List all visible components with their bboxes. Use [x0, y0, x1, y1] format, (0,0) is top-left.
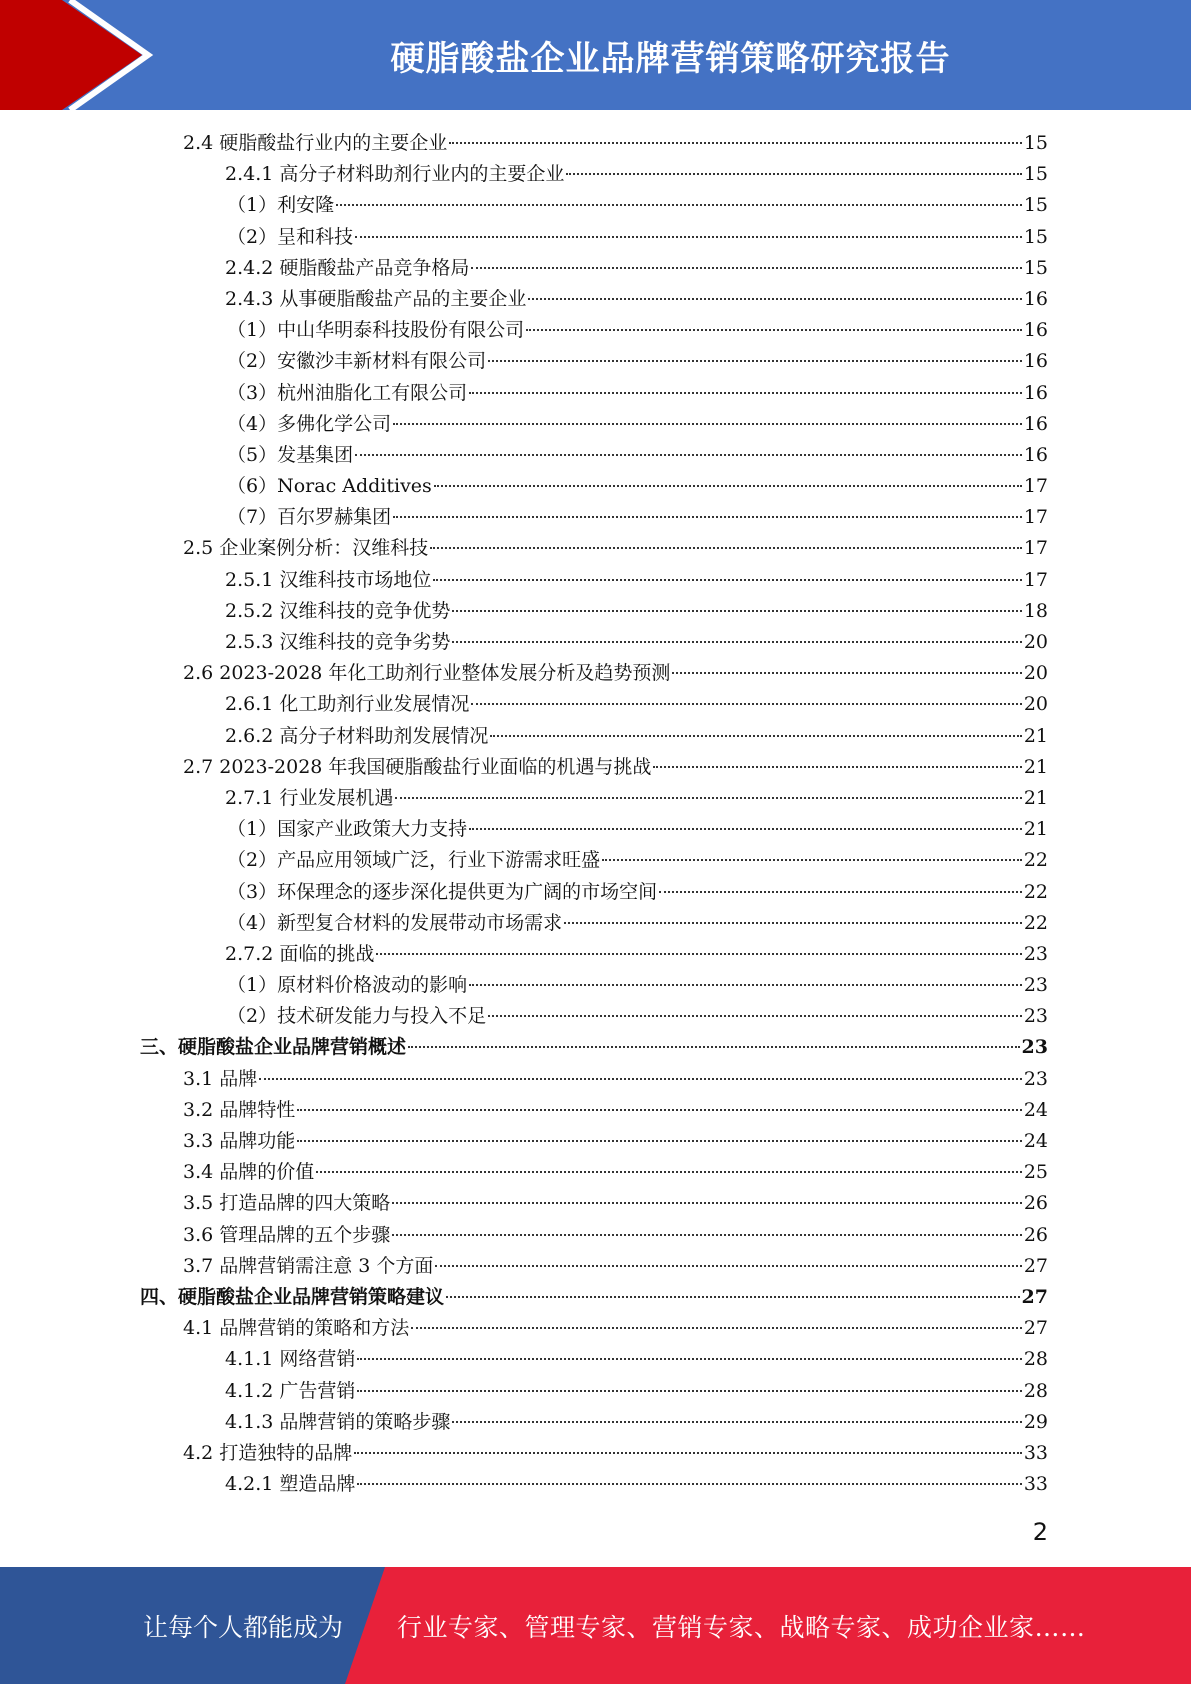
toc-entry-page: 28: [1023, 1379, 1048, 1402]
toc-entry-page: 27: [1023, 1254, 1048, 1277]
toc-entry-page: 23: [1023, 1005, 1048, 1028]
toc-entry[interactable]: [140, 627, 1048, 658]
toc-entry-label: （3）杭州油脂化工有限公司: [227, 381, 468, 404]
toc-entry[interactable]: [140, 471, 1048, 502]
toc-entry-page: 20: [1023, 693, 1048, 716]
toc-dot-leader: [259, 1078, 1022, 1080]
toc-entry-label: 3.1 品牌: [183, 1067, 258, 1090]
toc-entry[interactable]: [140, 1001, 1048, 1032]
toc-dot-leader: [336, 204, 1022, 206]
toc-dot-leader: [357, 1390, 1021, 1392]
toc-entry[interactable]: [140, 1469, 1048, 1500]
toc-entry[interactable]: [140, 533, 1048, 564]
toc-entry[interactable]: [140, 253, 1048, 284]
toc-entry-page: 21: [1023, 786, 1048, 809]
toc-entry-label: 2.4 硬脂酸盐行业内的主要企业: [183, 132, 448, 154]
toc-entry[interactable]: [140, 1438, 1048, 1469]
page-footer: [0, 1567, 1191, 1684]
toc-entry-page: 17: [1023, 475, 1048, 498]
toc-dot-leader: [446, 1296, 1020, 1298]
toc-dot-leader: [469, 828, 1022, 830]
toc-entry[interactable]: [140, 1095, 1048, 1126]
toc-dot-leader: [452, 610, 1021, 612]
toc-entry[interactable]: [140, 1064, 1048, 1095]
toc-entry-page: 16: [1023, 381, 1048, 404]
toc-entry-label: 2.5.2 汉维科技的竞争优势: [225, 599, 451, 622]
toc-entry-page: 33: [1023, 1473, 1048, 1496]
toc-dot-leader: [488, 1015, 1022, 1017]
toc-entry-label: （4）新型复合材料的发展带动市场需求: [227, 911, 563, 934]
toc-dot-leader: [526, 329, 1022, 331]
toc-entry[interactable]: [140, 908, 1048, 939]
toc-entry-label: 2.7.2 面临的挑战: [225, 942, 375, 965]
toc-entry[interactable]: [140, 783, 1048, 814]
toc-dot-leader: [355, 454, 1022, 456]
toc-entry-page: 15: [1023, 132, 1048, 154]
toc-dot-leader: [490, 735, 1021, 737]
toc-entry-page: 20: [1023, 662, 1048, 685]
toc-dot-leader: [435, 1265, 1021, 1267]
toc-entry-label: （2）安徽沙丰新材料有限公司: [227, 350, 487, 373]
toc-entry[interactable]: [140, 284, 1048, 315]
toc-entry-page: 23: [1021, 1036, 1048, 1059]
toc-entry-label: （1）利安隆: [227, 194, 335, 217]
toc-entry[interactable]: [140, 814, 1048, 845]
toc-entry-page: 15: [1023, 256, 1048, 279]
toc-entry-label: 4.1.1 网络营销: [225, 1348, 356, 1371]
toc-entry-label: （4）多佛化学公司: [227, 412, 392, 435]
toc-entry-label: 3.3 品牌功能: [183, 1130, 296, 1152]
toc-entry-page: 26: [1023, 1192, 1048, 1215]
toc-entry-label: 三、硬脂酸盐企业品牌营销概述: [140, 1036, 407, 1059]
toc-entry-label: 2.4.1 高分子材料助剂行业内的主要企业: [225, 163, 565, 186]
toc-entry-label: （3）环保理念的逐步深化提供更为广阔的市场空间: [227, 880, 658, 903]
toc-entry-page: 22: [1023, 849, 1048, 872]
toc-dot-leader: [408, 1046, 1020, 1048]
toc-entry-label: 2.7.1 行业发展机遇: [225, 786, 394, 809]
toc-dot-leader: [469, 392, 1022, 394]
toc-entry-page: 16: [1023, 287, 1048, 310]
toc-entry-label: （1）国家产业政策大力支持: [227, 818, 468, 841]
toc-entry-label: 3.6 管理品牌的五个步骤: [183, 1223, 391, 1246]
toc-dot-leader: [357, 1358, 1021, 1360]
toc-entry[interactable]: [140, 1251, 1048, 1282]
toc-entry-page: 26: [1023, 1223, 1048, 1246]
toc-entry-page: 16: [1023, 350, 1048, 373]
toc-dot-leader: [392, 1202, 1022, 1204]
toc-entry-page: 25: [1023, 1161, 1048, 1184]
toc-dot-leader: [354, 1452, 1022, 1454]
toc-entry-label: 2.4.3 从事硬脂酸盐产品的主要企业: [225, 287, 527, 310]
toc-entry[interactable]: [140, 1313, 1048, 1344]
toc-entry-page: 15: [1023, 163, 1048, 186]
toc-entry-page: 16: [1023, 412, 1048, 435]
toc-entry-page: 17: [1023, 537, 1048, 560]
toc-dot-leader: [392, 1234, 1022, 1236]
toc-dot-leader: [488, 360, 1022, 362]
toc-entry[interactable]: [140, 1126, 1048, 1157]
toc-entry[interactable]: [140, 721, 1048, 752]
toc-entry-page: 29: [1023, 1410, 1048, 1433]
toc-entry[interactable]: [140, 190, 1048, 221]
toc-dot-leader: [297, 1109, 1022, 1111]
toc-entry-page: 33: [1023, 1441, 1048, 1464]
toc-entry[interactable]: [140, 346, 1048, 377]
toc-dot-leader: [602, 859, 1022, 861]
toc-entry[interactable]: [140, 440, 1048, 471]
toc-entry[interactable]: [140, 565, 1048, 596]
toc-entry-label: 3.4 品牌的价值: [183, 1161, 315, 1184]
toc-entry-label: 3.2 品牌特性: [183, 1098, 296, 1121]
page-header: [0, 0, 1191, 110]
footer-slogan-right: 行业专家、管理专家、营销专家、战略专家、成功企业家……: [397, 1612, 1086, 1642]
toc-entry[interactable]: [140, 1032, 1048, 1063]
toc-dot-leader: [355, 236, 1022, 238]
toc-dot-leader: [471, 703, 1021, 705]
toc-entry[interactable]: [140, 409, 1048, 440]
red-arrow-icon: [0, 0, 160, 110]
toc-entry-label: （1）中山华明泰科技股份有限公司: [227, 319, 525, 342]
toc-dot-leader: [297, 1140, 1022, 1142]
toc-entry-label: 3.5 打造品牌的四大策略: [183, 1192, 391, 1215]
toc-entry[interactable]: [140, 658, 1048, 689]
toc-entry-page: 21: [1023, 755, 1048, 778]
toc-entry-page: 23: [1023, 974, 1048, 997]
toc-entry[interactable]: [140, 1344, 1048, 1375]
toc-entry[interactable]: [140, 128, 1048, 159]
toc-dot-leader: [434, 485, 1022, 487]
toc-entry[interactable]: [140, 222, 1048, 253]
toc-entry-label: 4.1 品牌营销的策略和方法: [183, 1317, 410, 1340]
toc-entry-label: 2.7 2023-2028 年我国硬脂酸盐行业面临的机遇与挑战: [183, 755, 652, 778]
toc-entry-label: 4.2 打造独特的品牌: [183, 1441, 353, 1464]
toc-dot-leader: [433, 579, 1021, 581]
toc-entry[interactable]: [140, 1220, 1048, 1251]
toc-entry-page: 22: [1023, 880, 1048, 903]
toc-entry-label: （7）百尔罗赫集团: [227, 506, 392, 529]
toc-entry-page: 18: [1023, 599, 1048, 622]
toc-dot-leader: [566, 173, 1021, 175]
toc-dot-leader: [430, 547, 1022, 549]
toc-entry[interactable]: [140, 1376, 1048, 1407]
toc-dot-leader: [316, 1171, 1022, 1173]
toc-entry-label: 2.5.1 汉维科技市场地位: [225, 568, 432, 591]
toc-entry-page: 20: [1023, 631, 1048, 653]
toc-entry-page: 17: [1023, 568, 1048, 591]
toc-dot-leader: [653, 766, 1021, 768]
toc-entry-page: 28: [1023, 1348, 1048, 1371]
toc-entry-label: 4.2.1 塑造品牌: [225, 1473, 356, 1496]
toc-entry-page: 21: [1023, 724, 1048, 747]
toc-entry-page: 15: [1023, 225, 1048, 248]
toc-entry-label: 2.5 企业案例分析：汉维科技: [183, 537, 429, 560]
toc-dot-leader: [395, 797, 1021, 799]
toc-entry[interactable]: [140, 315, 1048, 346]
toc-entry[interactable]: [140, 502, 1048, 533]
toc-entry-label: （5）发基集团: [227, 443, 354, 466]
toc-entry-label: （2）呈和科技: [227, 225, 354, 248]
toc-entry-page: 22: [1023, 911, 1048, 934]
toc-dot-leader: [659, 891, 1022, 893]
toc-dot-leader: [452, 1421, 1021, 1423]
toc-entry[interactable]: [140, 752, 1048, 783]
table-of-contents: [140, 128, 1048, 1500]
toc-entry[interactable]: [140, 877, 1048, 908]
toc-entry-label: （6）Norac Additives: [227, 475, 432, 498]
toc-entry-page: 23: [1023, 1067, 1048, 1090]
toc-dot-leader: [376, 953, 1021, 955]
toc-entry-page: 21: [1023, 818, 1048, 841]
toc-entry-label: （2）产品应用领域广泛，行业下游需求旺盛: [227, 849, 601, 872]
toc-entry-label: 2.6 2023-2028 年化工助剂行业整体发展分析及趋势预测: [183, 662, 671, 685]
toc-dot-leader: [357, 1483, 1021, 1485]
toc-entry-label: 4.1.2 广告营销: [225, 1379, 356, 1402]
toc-entry-label: （2）技术研发能力与投入不足: [227, 1005, 487, 1028]
toc-entry-label: 2.6.1 化工助剂行业发展情况: [225, 693, 470, 716]
toc-dot-leader: [449, 142, 1022, 144]
toc-entry-label: 2.6.2 高分子材料助剂发展情况: [225, 724, 489, 747]
toc-entry[interactable]: [140, 689, 1048, 720]
toc-dot-leader: [452, 641, 1021, 643]
toc-dot-leader: [564, 922, 1022, 924]
toc-entry-page: 17: [1023, 506, 1048, 529]
toc-entry[interactable]: [140, 939, 1048, 970]
toc-entry[interactable]: [140, 1282, 1048, 1313]
toc-dot-leader: [672, 672, 1021, 674]
toc-dot-leader: [393, 423, 1022, 425]
toc-entry-label: 2.4.2 硬脂酸盐产品竞争格局: [225, 256, 470, 279]
toc-entry[interactable]: [140, 378, 1048, 409]
toc-entry-label: 3.7 品牌营销需注意 3 个方面: [183, 1254, 434, 1277]
toc-entry-page: 27: [1021, 1285, 1048, 1308]
toc-entry-page: 24: [1023, 1098, 1048, 1121]
toc-dot-leader: [528, 298, 1021, 300]
toc-entry-page: 15: [1023, 194, 1048, 217]
toc-entry-label: 2.5.3 汉维科技的竞争劣势: [225, 631, 451, 653]
toc-entry-page: 23: [1023, 942, 1048, 965]
toc-entry[interactable]: [140, 1157, 1048, 1188]
footer-slogan-left: 让每个人都能成为: [143, 1612, 344, 1642]
toc-entry[interactable]: [140, 596, 1048, 627]
toc-entry[interactable]: [140, 970, 1048, 1001]
toc-dot-leader: [469, 984, 1022, 986]
page-number: 2: [1032, 1518, 1048, 1546]
toc-dot-leader: [411, 1327, 1022, 1329]
report-title: 硬脂酸盐企业品牌营销策略研究报告: [390, 38, 951, 79]
toc-entry-page: 16: [1023, 443, 1048, 466]
toc-entry[interactable]: [140, 845, 1048, 876]
toc-entry-page: 16: [1023, 319, 1048, 342]
toc-entry[interactable]: [140, 1188, 1048, 1219]
toc-entry[interactable]: [140, 1407, 1048, 1438]
toc-dot-leader: [471, 267, 1021, 269]
toc-dot-leader: [393, 516, 1022, 518]
toc-entry[interactable]: [140, 159, 1048, 190]
toc-entry-page: 24: [1023, 1130, 1048, 1152]
toc-entry-label: 四、硬脂酸盐企业品牌营销策略建议: [140, 1285, 445, 1308]
toc-entry-label: 4.1.3 品牌营销的策略步骤: [225, 1410, 451, 1433]
toc-entry-label: （1）原材料价格波动的影响: [227, 974, 468, 997]
toc-entry-page: 27: [1023, 1317, 1048, 1340]
